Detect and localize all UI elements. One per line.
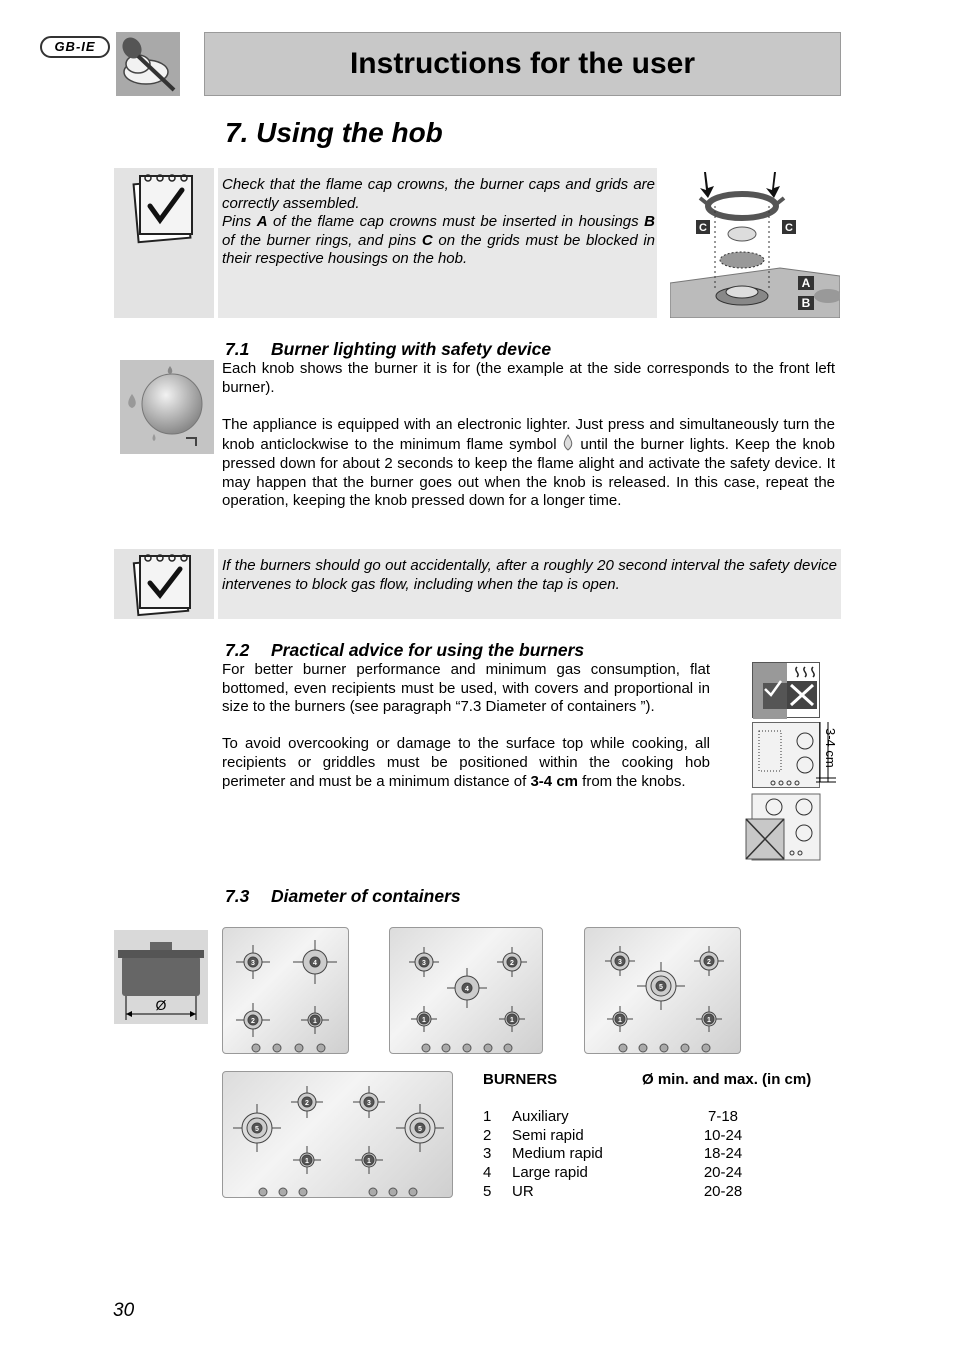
knob-illustration [120, 360, 214, 454]
brand-logo: GB-IE [40, 36, 110, 58]
burner-number: 1 [422, 1017, 426, 1024]
notepad-check-icon [114, 168, 214, 248]
subsection-7-2-heading: 7.2 Practical advice for using the burners [225, 640, 585, 660]
burner-number: 1 [510, 1017, 514, 1024]
page-header-title: Instructions for the user [349, 47, 696, 80]
notepad-check-icon [114, 549, 214, 619]
table-row: 3 Medium rapid 18-24 [483, 1145, 743, 1163]
min-flame-icon [153, 434, 156, 441]
label-a: A [801, 276, 811, 290]
burner-number: 5 [418, 1126, 422, 1133]
chef-spoon-icon [116, 32, 180, 96]
section-title: 7. Using the hob [225, 117, 443, 148]
table-row: 5 UR 20-28 [483, 1182, 743, 1200]
burner-number: 1 [313, 1018, 317, 1025]
table-header [483, 1071, 833, 1090]
label-c-left: C [699, 222, 707, 234]
hob-distance-diagram [752, 722, 820, 788]
subsection-7-1-heading: 7.1 Burner lighting with safety device [225, 339, 552, 359]
subsection-7-2-text: For better burner performance and minimum gas consumption, flat bottomed, even recipients must be used, with covers and proportional in size to the burners (see paragraph “7.3 Diameter of containers ”). To avoid overcooking or damage to the surface top while cooking, all recipients or griddles must be positioned within the cooking hob perimeter and must be a minimum distance of 3-4 cm from the knobs. [222, 661, 710, 790]
burners-diameter-table [483, 1071, 833, 1201]
burner-number: 4 [313, 960, 317, 967]
burner-number: 1 [618, 1017, 622, 1024]
burner-number: 3 [422, 960, 426, 967]
table-header-burners: BURNERS [483, 1071, 558, 1088]
hob-layout-5-burners-ur [584, 927, 741, 1054]
burner-number: 3 [618, 959, 622, 966]
burner-number: 3 [367, 1100, 371, 1107]
pot-diameter-illustration [114, 930, 208, 1024]
table-row: 4 Large rapid 20-24 [483, 1163, 743, 1181]
burner-number: 1 [305, 1158, 309, 1165]
label-c-right: C [785, 222, 793, 234]
note-icon-panel-2 [114, 549, 214, 619]
label-b: B [801, 296, 811, 310]
burner-number: 5 [255, 1126, 259, 1133]
wrong-placement-diagram [744, 793, 824, 863]
table-row: 2 Semi rapid 10-24 [483, 1126, 743, 1144]
table-header-diameter: Ø min. and max. (in cm) [642, 1071, 812, 1088]
diameter-symbol: Ø [155, 997, 167, 1013]
burner-number: 3 [251, 960, 255, 967]
burner-number: 1 [707, 1017, 711, 1024]
hob-layout-6-burners-wide [222, 1071, 453, 1198]
burner-number: 2 [305, 1100, 309, 1107]
burner-number: 1 [367, 1158, 371, 1165]
burner-number: 5 [659, 984, 663, 991]
flame-icon [128, 394, 136, 408]
table-row: 1 Auxiliary 7-18 [483, 1108, 739, 1126]
header-title-bar [204, 32, 841, 96]
hob-layout-5-burners-large-rapid [389, 927, 543, 1054]
burner-assembly-diagram [670, 168, 840, 318]
min-flame-symbol-icon [562, 434, 574, 451]
note-icon-panel [114, 168, 214, 318]
page-number: 30 [113, 1300, 135, 1321]
safety-note-text: If the burners should go out accidentally, after a roughly 20 second interval the safety device intervenes to block gas flow, including when the tap is open. [222, 557, 837, 593]
subsection-7-3-heading: 7.3 Diameter of containers [225, 886, 461, 906]
burner-number: 2 [707, 959, 711, 966]
pot-with-cover-icon [752, 662, 820, 718]
hob-layout-4-burners [222, 927, 349, 1054]
subsection-7-1-text: Each knob shows the burner it is for (the example at the side corresponds to the front left burner). The appliance is equipped with an electronic lighter. Just press and simultaneously turn the knob anticlockwise to the minimum flame symbol until the burner lights. Keep the knob pressed down for about 2 seconds to keep the flame alight and activate the safety device. It may happen that the burner goes out when the knob is released. In this case, repeat the operation, keeping the knob pressed down for a longer time. [222, 360, 835, 510]
distance-label: 3-4 cm [823, 728, 838, 768]
burner-number: 2 [251, 1018, 255, 1025]
burner-number: 4 [465, 986, 469, 993]
max-flame-icon [168, 366, 173, 374]
burner-number: 2 [510, 960, 514, 967]
assembly-note-text: Check that the flame cap crowns, the burner caps and grids are correctly assembled. Pins A of the flame cap crowns must be inserted in housings B of the burner rings, and pins C on the grids must be blocked in their respective housings on the hob. [222, 176, 656, 268]
